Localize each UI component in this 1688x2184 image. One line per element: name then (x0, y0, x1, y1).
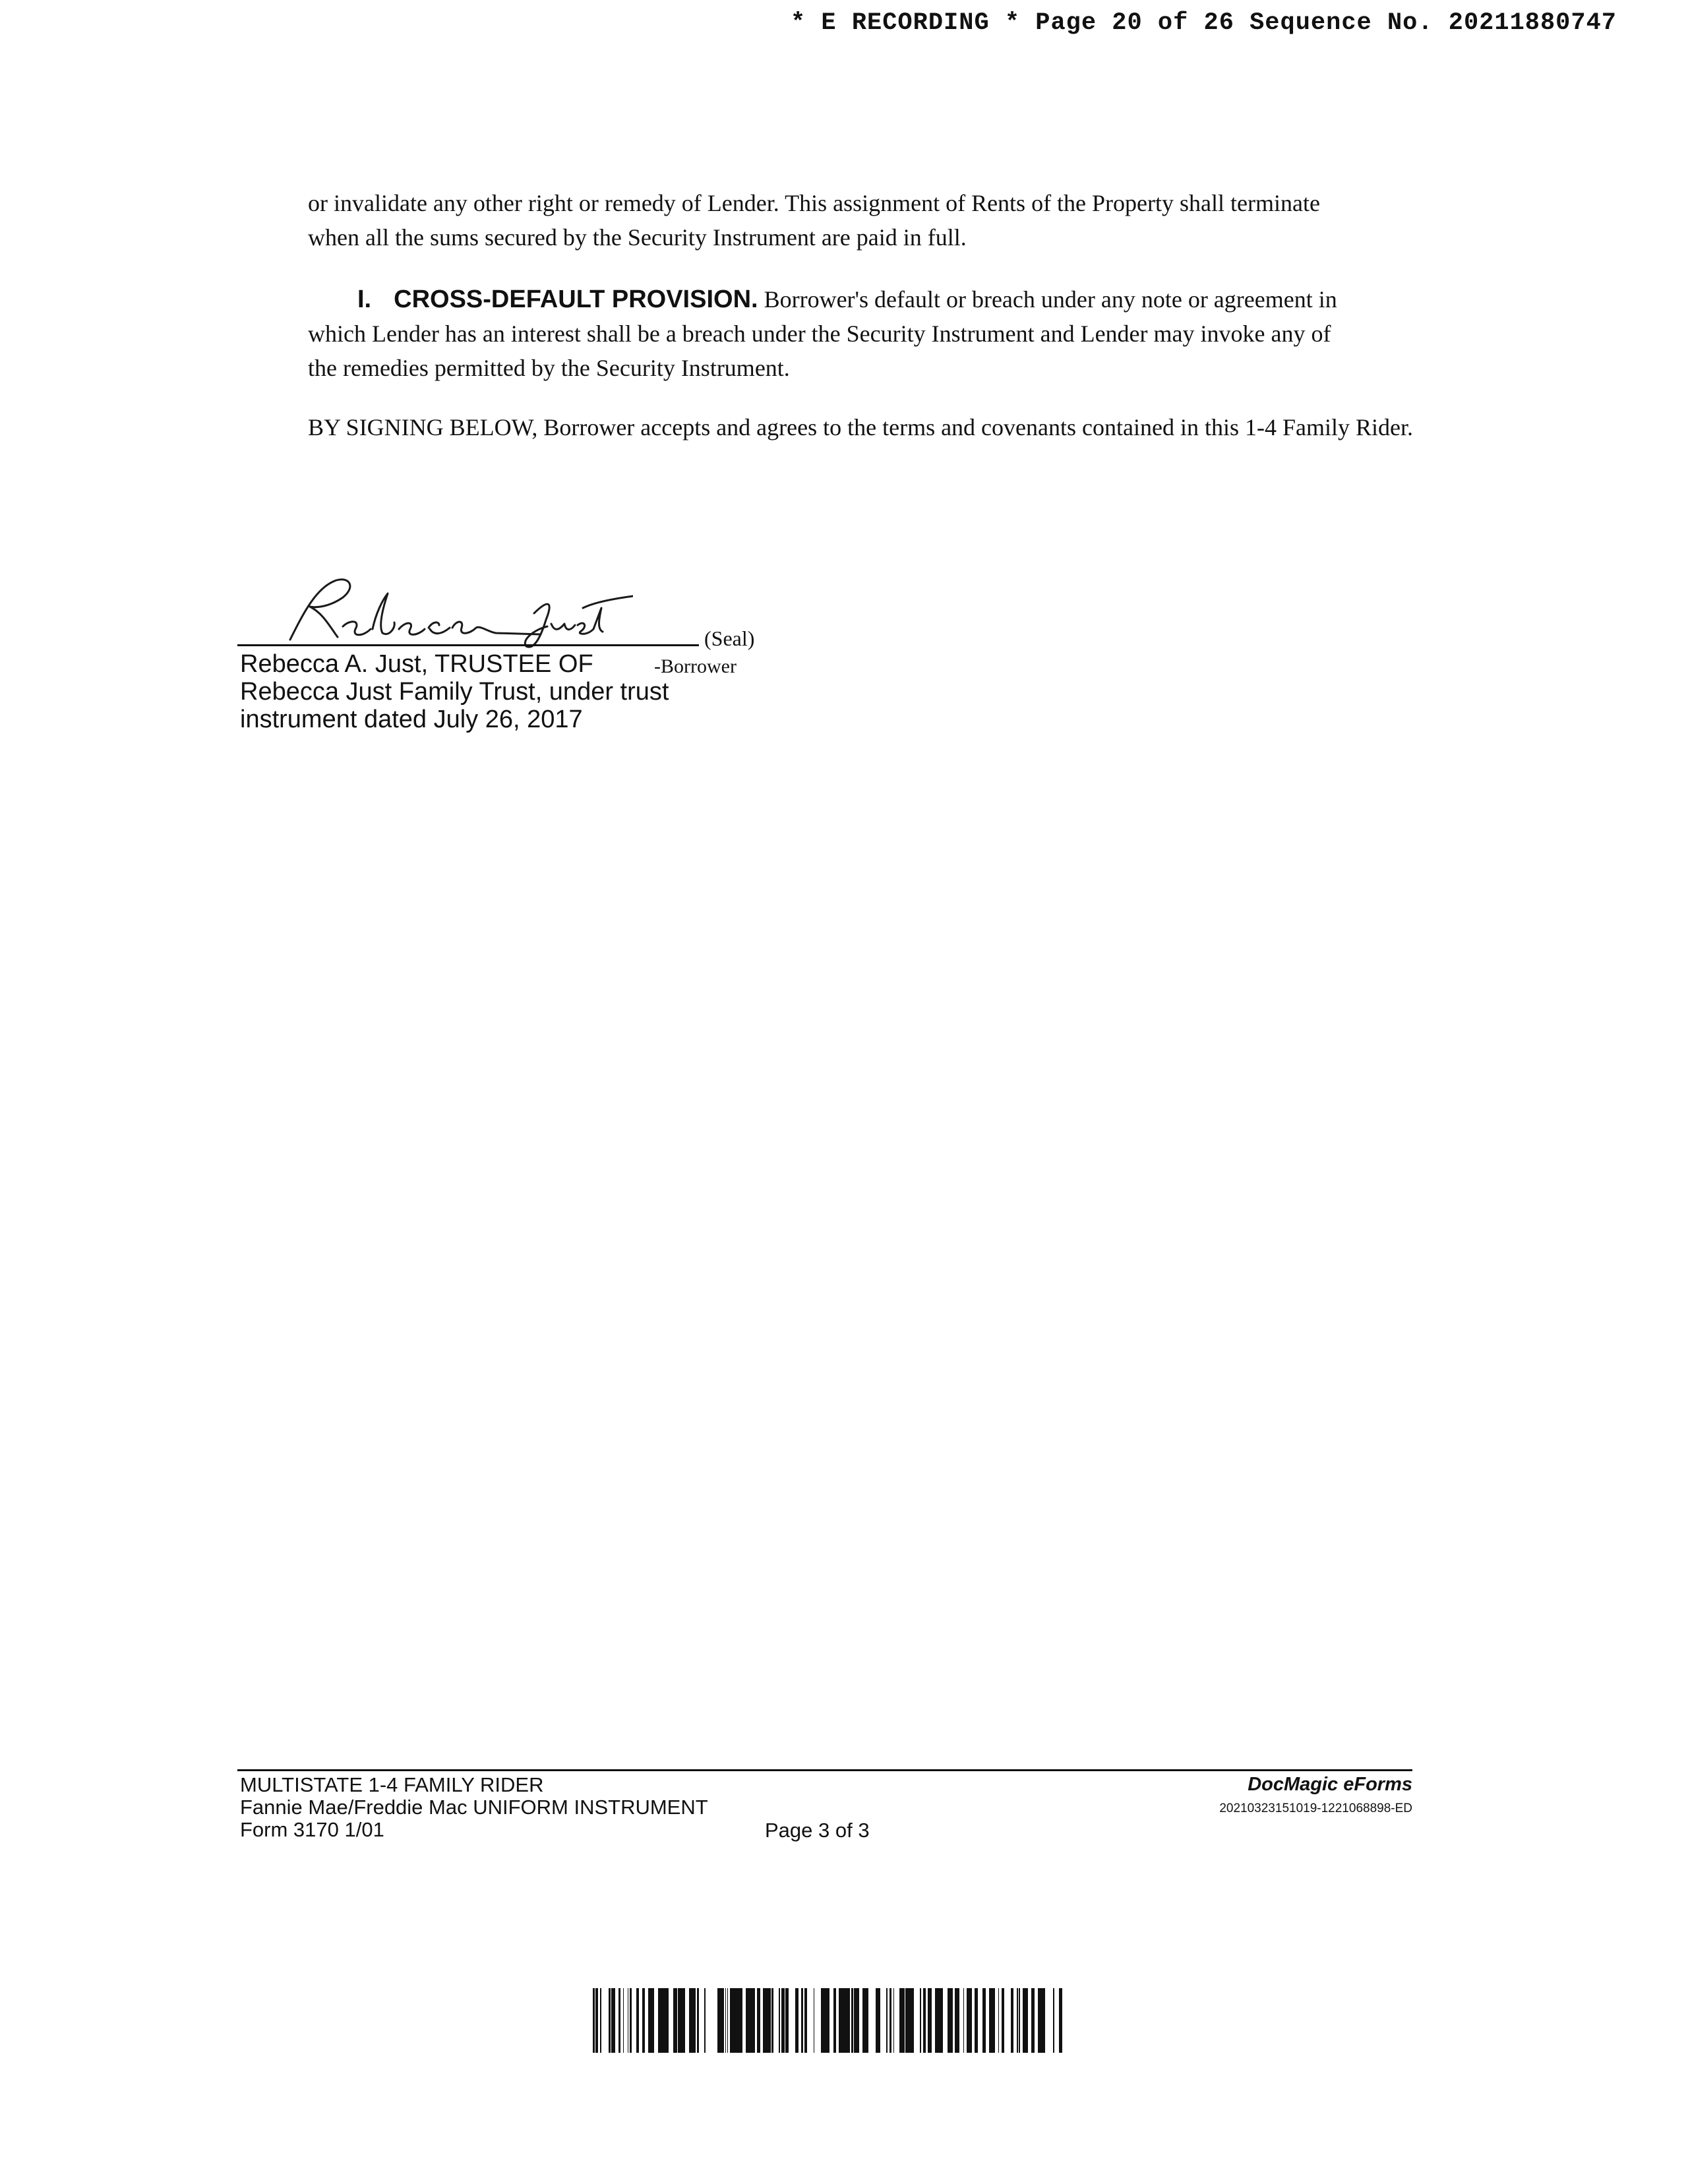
signing-statement (237, 410, 1424, 444)
section-i-body: Borrower's default or breach under any note or agreement in which Lender has an interest shall be a breach under the Security Instrument and Lender may invoke any of the remedies permitted by the Security Instrument. (308, 286, 1337, 381)
document-code: 20210323151019-1221068898-ED (1219, 1802, 1412, 1815)
recording-header: * E RECORDING * Page 20 of 26 Sequence No. 20211880747 (791, 9, 1617, 37)
signature-block (237, 574, 778, 745)
seal-label: (Seal) (704, 626, 755, 650)
continued-paragraph: or invalidate any other right or remedy of Lender. This assignment of Rents of the Property shall terminate when all the sums secured by the Security Instrument are paid in full. (308, 190, 1320, 251)
borrower-role: -Borrower (654, 655, 737, 677)
form-info (240, 1774, 708, 1841)
form-number: Form 3170 1/01 (240, 1818, 384, 1841)
signer-name-title: Rebecca A. Just, TRUSTEE OF (240, 650, 593, 678)
signature-line (237, 644, 699, 646)
section-i-heading (357, 286, 758, 313)
handwritten-signature (264, 574, 633, 653)
signer-line-2: Rebecca Just Family Trust, under trust (240, 678, 669, 706)
signer-line-1 (240, 650, 737, 678)
signer-line-3: instrument dated July 26, 2017 (240, 706, 583, 733)
document-footer (237, 1769, 1412, 1850)
section-i-title: CROSS-DEFAULT PROVISION. (394, 286, 758, 313)
form-name: MULTISTATE 1-4 FAMILY RIDER (240, 1773, 544, 1796)
page-number: Page 3 of 3 (765, 1819, 870, 1842)
section-i-paragraph (308, 282, 1363, 385)
barcode (593, 1988, 1064, 2053)
instrument-name: Fannie Mae/Freddie Mac UNIFORM INSTRUMENT (240, 1796, 708, 1819)
signer-details (240, 650, 737, 733)
docmagic-logo: DocMagic eForms (1248, 1774, 1412, 1795)
section-i-number: I. (357, 286, 372, 313)
signing-statement-text: BY SIGNING BELOW, Borrower accepts and agrees to the terms and covenants contained in this 1-4 Family Rider. (308, 414, 1413, 440)
